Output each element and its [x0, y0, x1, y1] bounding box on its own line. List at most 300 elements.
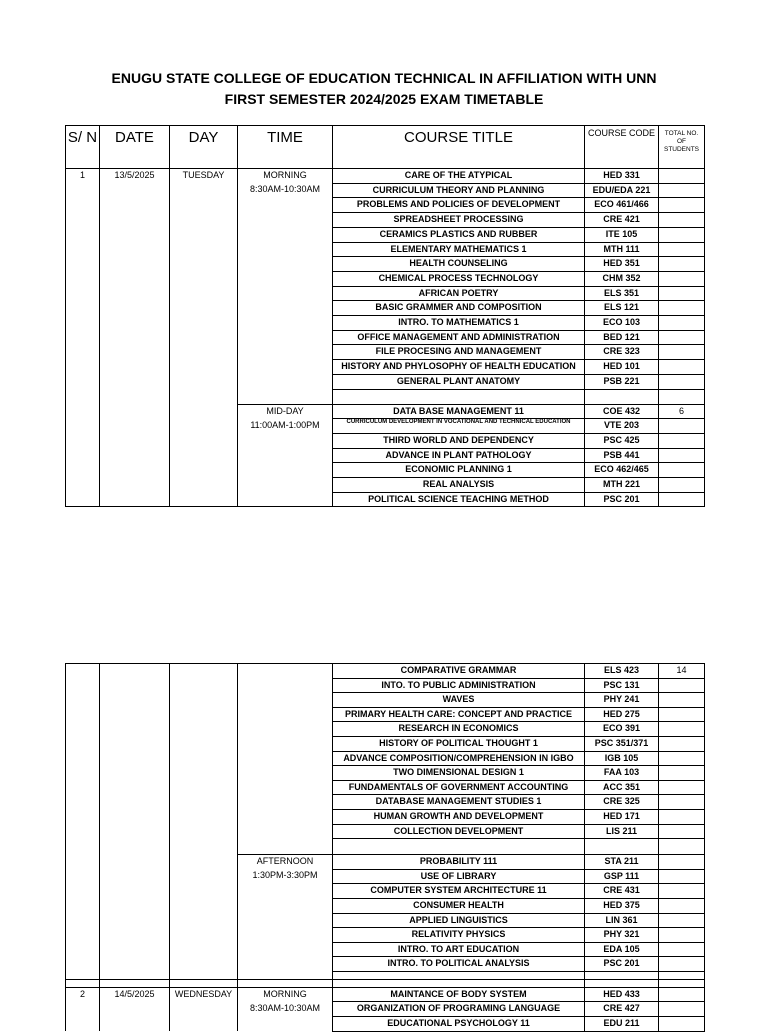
table-row	[66, 1002, 705, 1017]
table-row	[66, 433, 705, 448]
date-cell-empty	[100, 463, 170, 478]
sn-cell-empty	[66, 183, 100, 198]
course-code-cell: PSC 351/371	[585, 736, 659, 751]
date-cell-empty	[100, 736, 170, 751]
course-title-cell: HISTORY AND PHYLOSOPHY OF HEALTH EDUCATION	[333, 360, 585, 375]
course-code-cell: GSP 111	[585, 869, 659, 884]
midday-label: MID-DAY	[238, 404, 333, 419]
date-cell-empty	[100, 809, 170, 824]
date-cell-empty	[100, 213, 170, 228]
total-students-cell	[659, 374, 705, 389]
course-title-cell: INTO. TO PUBLIC ADMINISTRATION	[333, 678, 585, 693]
course-code-cell: CRE 427	[585, 1002, 659, 1017]
course-title-cell: SPREADSHEET PROCESSING	[333, 213, 585, 228]
table-row	[66, 242, 705, 257]
total-students-cell	[659, 751, 705, 766]
day-cell-empty	[170, 301, 238, 316]
date-cell: 13/5/2025	[100, 169, 170, 184]
total-students-cell	[659, 707, 705, 722]
course-title-cell: INTRO. TO POLITICAL ANALYSIS	[333, 957, 585, 972]
day-cell-empty	[170, 884, 238, 899]
table-row	[66, 839, 705, 855]
time-cell-empty	[238, 389, 333, 404]
date-cell-empty	[100, 855, 170, 870]
table-row	[66, 227, 705, 242]
day-cell-empty	[170, 389, 238, 404]
time-cell-empty	[238, 751, 333, 766]
date-cell-empty	[100, 478, 170, 493]
col-header-course-title: COURSE TITLE	[333, 126, 585, 169]
table-row	[66, 169, 705, 184]
day-cell-empty	[170, 492, 238, 507]
day-cell-empty	[170, 345, 238, 360]
total-students-cell	[659, 678, 705, 693]
total-students-cell	[659, 213, 705, 228]
date-cell-empty	[100, 913, 170, 928]
col-header-date: DATE	[100, 126, 170, 169]
table-row	[66, 678, 705, 693]
course-title-cell: PROBLEMS AND POLICIES OF DEVELOPMENT	[333, 198, 585, 213]
table-row	[66, 809, 705, 824]
course-title-cell: CHEMICAL PROCESS TECHNOLOGY	[333, 271, 585, 286]
day-cell-empty	[170, 404, 238, 419]
time-cell-empty	[238, 809, 333, 824]
total-students-cell	[659, 257, 705, 272]
table-row	[66, 360, 705, 375]
course-title-cell: DATABASE MANAGEMENT STUDIES 1	[333, 795, 585, 810]
total-students-cell	[659, 884, 705, 899]
exam-timetable-page2	[65, 663, 705, 1032]
course-code-cell: PSC 425	[585, 433, 659, 448]
course-title-cell: HEALTH COUNSELING	[333, 257, 585, 272]
course-code-cell: EDU 211	[585, 1017, 659, 1032]
course-code-cell: ECO 391	[585, 722, 659, 737]
course-code-cell: HED 433	[585, 987, 659, 1002]
sn-cell-empty	[66, 957, 100, 972]
day-cell-empty	[170, 809, 238, 824]
date-cell-empty	[100, 330, 170, 345]
sn-cell-empty	[66, 242, 100, 257]
total-students-cell: 6	[659, 404, 705, 419]
total-students-cell	[659, 766, 705, 781]
spacer-cell	[333, 839, 585, 855]
course-code-cell: HED 331	[585, 169, 659, 184]
date-cell-empty	[100, 898, 170, 913]
sn-cell-empty	[66, 839, 100, 855]
sn-cell-empty	[66, 722, 100, 737]
afternoon-time: 1:30PM-3:30PM	[238, 869, 333, 884]
sn-cell-empty	[66, 345, 100, 360]
table-row	[66, 898, 705, 913]
course-title-cell: USE OF LIBRARY	[333, 869, 585, 884]
day-cell-empty	[170, 869, 238, 884]
day-cell-empty	[170, 898, 238, 913]
course-title-cell: INTRO. TO ART EDUCATION	[333, 942, 585, 957]
table-row	[66, 301, 705, 316]
course-title-cell: WAVES	[333, 693, 585, 708]
date-cell-empty	[100, 824, 170, 839]
total-students-cell	[659, 824, 705, 839]
course-title-cell: BASIC GRAMMER AND COMPOSITION	[333, 301, 585, 316]
course-code-cell: PHY 321	[585, 928, 659, 943]
day-cell-empty	[170, 839, 238, 855]
total-students-cell	[659, 433, 705, 448]
course-title-cell: RELATIVITY PHYSICS	[333, 928, 585, 943]
spacer-cell	[659, 389, 705, 404]
day-cell-empty	[170, 780, 238, 795]
total-students-cell	[659, 855, 705, 870]
date-cell-empty	[100, 242, 170, 257]
course-title-cell: FUNDAMENTALS OF GOVERNMENT ACCOUNTING	[333, 780, 585, 795]
date-cell-empty	[100, 957, 170, 972]
time-cell-empty	[238, 213, 333, 228]
course-code-cell: EDU/EDA 221	[585, 183, 659, 198]
total-students-cell	[659, 316, 705, 331]
course-code-cell: ELS 423	[585, 664, 659, 679]
total-students-cell	[659, 183, 705, 198]
time-cell-empty	[238, 928, 333, 943]
total-students-cell	[659, 271, 705, 286]
table-row	[66, 987, 705, 1002]
course-title-cell: AFRICAN POETRY	[333, 286, 585, 301]
time-cell-empty	[238, 971, 333, 979]
time-cell-empty	[238, 316, 333, 331]
table-row	[66, 979, 705, 987]
course-code-cell: HED 275	[585, 707, 659, 722]
course-title-cell: COMPUTER SYSTEM ARCHITECTURE 11	[333, 884, 585, 899]
table-row	[66, 286, 705, 301]
time-cell-empty	[238, 242, 333, 257]
course-code-cell: PSC 131	[585, 678, 659, 693]
time-cell-empty	[238, 795, 333, 810]
table-row	[66, 463, 705, 478]
sn-cell-empty	[66, 227, 100, 242]
course-title-cell: PRIMARY HEALTH CARE: CONCEPT AND PRACTICE	[333, 707, 585, 722]
sn-cell-empty	[66, 898, 100, 913]
day-cell-empty	[170, 736, 238, 751]
time-cell-empty	[238, 257, 333, 272]
day-cell-empty	[170, 478, 238, 493]
col-header-time: TIME	[238, 126, 333, 169]
date-cell-empty	[100, 257, 170, 272]
course-code-cell: ECO 462/465	[585, 463, 659, 478]
day-cell-empty	[170, 1002, 238, 1017]
day-cell-empty	[170, 316, 238, 331]
total-students-cell	[659, 169, 705, 184]
date-cell-empty	[100, 942, 170, 957]
day-cell-empty	[170, 722, 238, 737]
col-header-day: DAY	[170, 126, 238, 169]
total-students-cell	[659, 795, 705, 810]
table-row	[66, 766, 705, 781]
total-students-cell	[659, 809, 705, 824]
course-title-cell: CERAMICS PLASTICS AND RUBBER	[333, 227, 585, 242]
spacer-cell	[585, 839, 659, 855]
table-row	[66, 316, 705, 331]
sn-cell-empty	[66, 301, 100, 316]
time-cell-empty	[238, 330, 333, 345]
table-row	[66, 869, 705, 884]
table-row	[66, 492, 705, 507]
course-code-cell: PSC 201	[585, 957, 659, 972]
time-cell-empty	[238, 780, 333, 795]
course-title-cell: DATA BASE MANAGEMENT 11	[333, 404, 585, 419]
sn-cell-empty	[66, 809, 100, 824]
total-students-cell	[659, 1002, 705, 1017]
day-cell-empty	[170, 693, 238, 708]
course-code-cell: LIS 211	[585, 824, 659, 839]
course-code-cell: ELS 351	[585, 286, 659, 301]
sn-cell-empty	[66, 271, 100, 286]
day-cell-empty	[170, 419, 238, 434]
date-cell-empty	[100, 678, 170, 693]
date-cell-empty	[100, 286, 170, 301]
day-cell-empty	[170, 664, 238, 679]
sn-cell-empty	[66, 213, 100, 228]
date-cell-empty	[100, 693, 170, 708]
time-cell-empty	[238, 839, 333, 855]
sn-cell-empty	[66, 374, 100, 389]
day-cell-empty	[170, 183, 238, 198]
date-cell-empty	[100, 271, 170, 286]
sn-cell-empty	[66, 869, 100, 884]
time-cell-empty	[238, 678, 333, 693]
course-title-cell: REAL ANALYSIS	[333, 478, 585, 493]
sn-cell-empty	[66, 693, 100, 708]
day-cell-empty	[170, 374, 238, 389]
table-row	[66, 913, 705, 928]
date-cell-empty	[100, 795, 170, 810]
total-students-cell	[659, 942, 705, 957]
time-cell-empty	[238, 286, 333, 301]
date-cell-empty	[100, 183, 170, 198]
table-row	[66, 736, 705, 751]
course-code-cell: EDA 105	[585, 942, 659, 957]
time-cell-empty	[238, 478, 333, 493]
table-row	[66, 707, 705, 722]
spacer-cell	[585, 971, 659, 979]
course-code-cell: IGB 105	[585, 751, 659, 766]
course-code-cell: ITE 105	[585, 227, 659, 242]
total-students-cell	[659, 693, 705, 708]
total-students-cell	[659, 736, 705, 751]
sn-cell-empty	[66, 766, 100, 781]
total-students-cell	[659, 928, 705, 943]
total-students-cell	[659, 419, 705, 434]
total-students-cell	[659, 478, 705, 493]
course-title-cell: RESEARCH IN ECONOMICS	[333, 722, 585, 737]
total-students-cell	[659, 227, 705, 242]
table-row	[66, 824, 705, 839]
sn-cell-empty	[66, 389, 100, 404]
date-cell-empty	[100, 707, 170, 722]
spacer-cell	[170, 979, 238, 987]
time-cell-empty	[238, 301, 333, 316]
course-title-cell: ADVANCE COMPOSITION/COMPREHENSION IN IGBO	[333, 751, 585, 766]
sn-cell-empty	[66, 1002, 100, 1017]
col-header-total-students: TOTAL NO. OF STUDENTS	[659, 126, 705, 169]
sn-cell-empty	[66, 316, 100, 331]
time-cell-empty	[238, 463, 333, 478]
day-cell-empty	[170, 678, 238, 693]
day-cell: TUESDAY	[170, 169, 238, 184]
sn-cell-empty	[66, 707, 100, 722]
day-cell-empty	[170, 242, 238, 257]
time-cell-empty	[238, 736, 333, 751]
course-title-cell: APPLIED LINGUISTICS	[333, 913, 585, 928]
table-row	[66, 928, 705, 943]
total-students-cell	[659, 198, 705, 213]
course-code-cell: CHM 352	[585, 271, 659, 286]
sn-cell-empty	[66, 433, 100, 448]
total-students-cell	[659, 869, 705, 884]
date-cell-empty	[100, 884, 170, 899]
course-code-cell: CRE 325	[585, 795, 659, 810]
time-cell-empty	[238, 345, 333, 360]
course-title-cell: COLLECTION DEVELOPMENT	[333, 824, 585, 839]
course-code-cell: ELS 121	[585, 301, 659, 316]
course-title-cell: GENERAL PLANT ANATOMY	[333, 374, 585, 389]
date-cell-empty	[100, 869, 170, 884]
date-cell-empty	[100, 928, 170, 943]
table-row	[66, 330, 705, 345]
spacer-cell	[238, 979, 333, 987]
spacer-cell	[333, 979, 585, 987]
date-cell-empty	[100, 360, 170, 375]
table-row	[66, 478, 705, 493]
sn-cell-empty	[66, 198, 100, 213]
document-title: ENUGU STATE COLLEGE OF EDUCATION TECHNICAL IN AFFILIATION WITH UNN	[111, 70, 657, 86]
day-cell-empty	[170, 942, 238, 957]
time-cell-empty	[238, 884, 333, 899]
time-cell-empty	[238, 957, 333, 972]
table-row	[66, 722, 705, 737]
date-cell-empty	[100, 404, 170, 419]
time-cell-empty	[238, 492, 333, 507]
date-cell-empty	[100, 448, 170, 463]
date-cell-empty	[100, 1002, 170, 1017]
sn-cell-empty	[66, 913, 100, 928]
sn-cell-empty	[66, 736, 100, 751]
time-cell-empty	[238, 898, 333, 913]
sn-cell-empty	[66, 942, 100, 957]
date-cell-empty	[100, 316, 170, 331]
total-students-cell	[659, 780, 705, 795]
day-cell-empty	[170, 257, 238, 272]
sn-cell-empty	[66, 330, 100, 345]
document-subtitle: FIRST SEMESTER 2024/2025 EXAM TIMETABLE	[224, 91, 544, 107]
sn-cell-empty	[66, 795, 100, 810]
midday-time: 11:00AM-1:00PM	[238, 419, 333, 434]
course-code-cell: ACC 351	[585, 780, 659, 795]
time-cell-empty	[238, 913, 333, 928]
day-cell-empty	[170, 198, 238, 213]
table-row	[66, 942, 705, 957]
course-title-cell: CARE OF THE ATYPICAL	[333, 169, 585, 184]
total-students-cell: 14	[659, 664, 705, 679]
table-row	[66, 345, 705, 360]
sn-cell-empty	[66, 751, 100, 766]
day-cell-empty	[170, 913, 238, 928]
total-students-cell	[659, 957, 705, 972]
course-code-cell: LIN 361	[585, 913, 659, 928]
course-code-cell: STA 211	[585, 855, 659, 870]
sn-cell-empty	[66, 780, 100, 795]
sn-cell-empty	[66, 404, 100, 419]
course-code-cell: FAA 103	[585, 766, 659, 781]
total-students-cell	[659, 448, 705, 463]
date-cell-empty	[100, 971, 170, 979]
date-cell-empty	[100, 766, 170, 781]
table-row	[66, 957, 705, 972]
sn-cell-empty	[66, 664, 100, 679]
sn-cell-empty	[66, 419, 100, 434]
spacer-cell	[100, 979, 170, 987]
date-cell-empty	[100, 780, 170, 795]
course-code-cell: HED 351	[585, 257, 659, 272]
day-cell-empty	[170, 360, 238, 375]
day-cell: WEDNESDAY	[170, 987, 238, 1002]
total-students-cell	[659, 463, 705, 478]
course-title-cell: PROBABILITY 111	[333, 855, 585, 870]
course-code-cell: ECO 461/466	[585, 198, 659, 213]
course-title-cell: HUMAN GROWTH AND DEVELOPMENT	[333, 809, 585, 824]
course-title-cell: CURRICULUM THEORY AND PLANNING	[333, 183, 585, 198]
table-row	[66, 183, 705, 198]
table-row	[66, 751, 705, 766]
date-cell-empty	[100, 227, 170, 242]
spacer-cell	[585, 979, 659, 987]
sn-cell-empty	[66, 360, 100, 375]
day-cell-empty	[170, 707, 238, 722]
course-title-cell: ECONOMIC PLANNING 1	[333, 463, 585, 478]
spacer-cell	[585, 389, 659, 404]
sn-cell-empty	[66, 884, 100, 899]
date-cell-empty	[100, 389, 170, 404]
sn-cell: 2	[66, 987, 100, 1002]
table-row	[66, 419, 705, 434]
course-title-cell: ADVANCE IN PLANT PATHOLOGY	[333, 448, 585, 463]
total-students-cell	[659, 330, 705, 345]
total-students-cell	[659, 345, 705, 360]
day-cell-empty	[170, 766, 238, 781]
time-cell-empty	[238, 227, 333, 242]
total-students-cell	[659, 987, 705, 1002]
course-title-cell: CURRICULUM DEVELOPMENT IN VOCATIONAL AND TECHNICAL EDUCATION	[333, 419, 585, 434]
course-code-cell: HED 101	[585, 360, 659, 375]
total-students-cell	[659, 301, 705, 316]
time-cell-empty	[238, 707, 333, 722]
date-cell-empty	[100, 419, 170, 434]
col-header-course-code: COURSE CODE	[585, 126, 659, 169]
course-code-cell: CRE 323	[585, 345, 659, 360]
day-cell-empty	[170, 227, 238, 242]
day-cell-empty	[170, 433, 238, 448]
course-code-cell: HED 171	[585, 809, 659, 824]
day-cell-empty	[170, 448, 238, 463]
morning-time: 8:30AM-10:30AM	[238, 1002, 333, 1017]
total-students-cell	[659, 913, 705, 928]
total-students-cell	[659, 360, 705, 375]
total-students-cell	[659, 242, 705, 257]
spacer-cell	[659, 979, 705, 987]
time-cell-empty	[238, 766, 333, 781]
sn-cell: 1	[66, 169, 100, 184]
time-cell-empty	[238, 360, 333, 375]
time-cell-empty	[238, 824, 333, 839]
time-cell-empty	[238, 942, 333, 957]
date-cell-empty	[100, 433, 170, 448]
